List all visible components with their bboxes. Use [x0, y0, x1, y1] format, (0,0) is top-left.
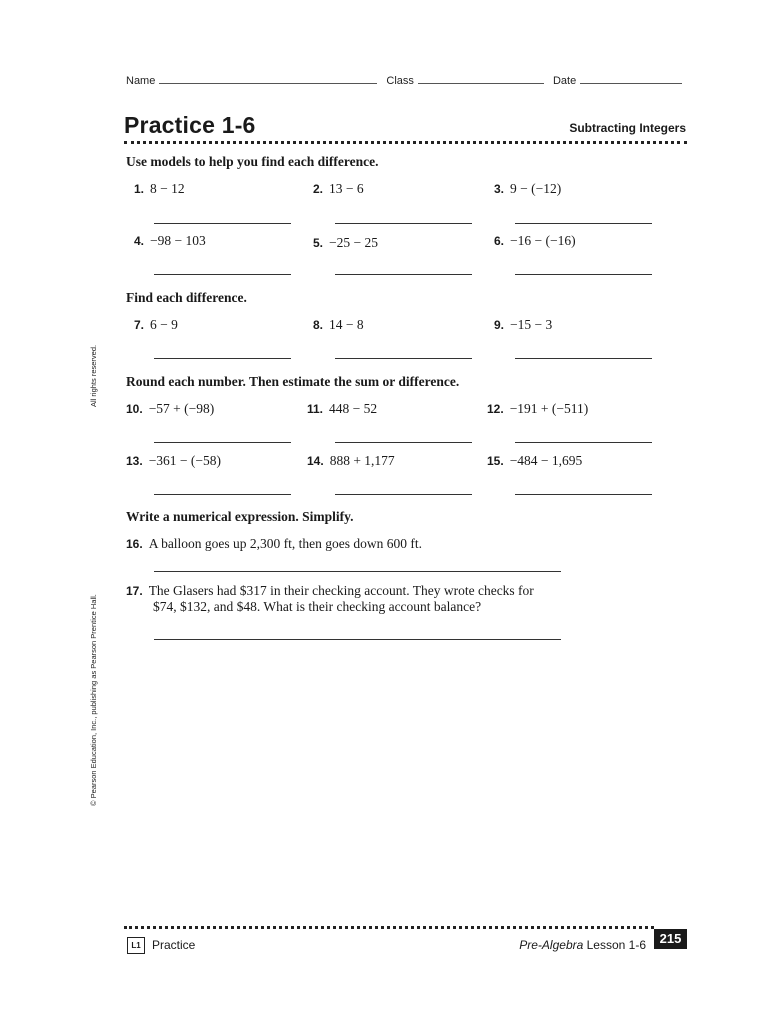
- problem-9: 9. −15 − 3: [494, 317, 553, 332]
- date-label: Date: [552, 75, 577, 87]
- answer-line-13[interactable]: [154, 494, 291, 495]
- footer-divider: [124, 926, 654, 929]
- answer-line-11[interactable]: [335, 442, 472, 443]
- problem-8: 8. 14 − 8: [313, 317, 364, 332]
- problem-17: 17. The Glasers had $317 in their checking account. They wrote checks for $74, $132, and $48. What is their checking account balance?: [126, 583, 534, 614]
- problem-15: 15. −484 − 1,695: [487, 453, 583, 468]
- problem-3: 3. 9 − (−12): [494, 181, 562, 196]
- answer-line-10[interactable]: [154, 442, 291, 443]
- footer-lesson-info: [519, 938, 646, 952]
- answer-line-12[interactable]: [515, 442, 652, 443]
- problem-13: 13. −361 − (−58): [126, 453, 222, 468]
- rights-reserved-text: All rights reserved.: [89, 344, 98, 407]
- answer-line-16[interactable]: [154, 571, 561, 572]
- answer-line-1[interactable]: [154, 223, 291, 224]
- problem-16: 16. A balloon goes up 2,300 ft, then goes down 600 ft.: [126, 536, 423, 551]
- problem-7: 7. 6 − 9: [134, 317, 178, 332]
- problem-14: 14. 888 + 1,177: [307, 453, 395, 468]
- problem-2: 2. 13 − 6: [313, 181, 364, 196]
- answer-line-17[interactable]: [154, 639, 561, 640]
- answer-line-8[interactable]: [335, 358, 472, 359]
- answer-line-2[interactable]: [335, 223, 472, 224]
- title-divider: [124, 141, 687, 144]
- answer-line-6[interactable]: [515, 274, 652, 275]
- name-blank[interactable]: [159, 74, 377, 84]
- level-badge: L1: [127, 937, 145, 954]
- answer-line-14[interactable]: [335, 494, 472, 495]
- section-heading-expression: Write a numerical expression. Simplify.: [126, 509, 354, 524]
- answer-line-5[interactable]: [335, 274, 472, 275]
- lesson-label: Lesson 1-6: [586, 938, 646, 952]
- section-heading-difference: Find each difference.: [126, 290, 247, 305]
- date-blank[interactable]: [580, 74, 682, 84]
- answer-line-7[interactable]: [154, 358, 291, 359]
- answer-line-3[interactable]: [515, 223, 652, 224]
- page-title: Practice 1-6: [124, 112, 256, 138]
- problem-1: 1. 8 − 12: [134, 181, 185, 196]
- problem-10: 10. −57 + (−98): [126, 401, 215, 416]
- class-label: Class: [386, 75, 414, 87]
- answer-line-9[interactable]: [515, 358, 652, 359]
- class-blank[interactable]: [418, 74, 544, 84]
- page-number: 215: [654, 929, 687, 949]
- problem-11: 11. 448 − 52: [307, 401, 378, 416]
- answer-line-4[interactable]: [154, 274, 291, 275]
- section-heading-estimate: Round each number. Then estimate the sum or difference.: [126, 374, 460, 389]
- copyright-text: © Pearson Education, Inc., publishing as Pearson Prentice Hall.: [89, 594, 98, 806]
- course-name: Pre-Algebra: [519, 938, 584, 952]
- name-label: Name: [126, 75, 156, 87]
- section-heading-models: Use models to help you find each difference.: [126, 154, 379, 169]
- footer-practice-label: Practice: [152, 938, 196, 952]
- problem-5: 5. −25 − 25: [313, 235, 378, 250]
- problem-12: 12. −191 + (−511): [487, 401, 589, 416]
- answer-line-15[interactable]: [515, 494, 652, 495]
- problem-6: 6. −16 − (−16): [494, 233, 576, 248]
- page-subtitle: Subtracting Integers: [569, 121, 686, 135]
- problem-4: 4. −98 − 103: [134, 233, 206, 248]
- student-info-header: [126, 74, 688, 87]
